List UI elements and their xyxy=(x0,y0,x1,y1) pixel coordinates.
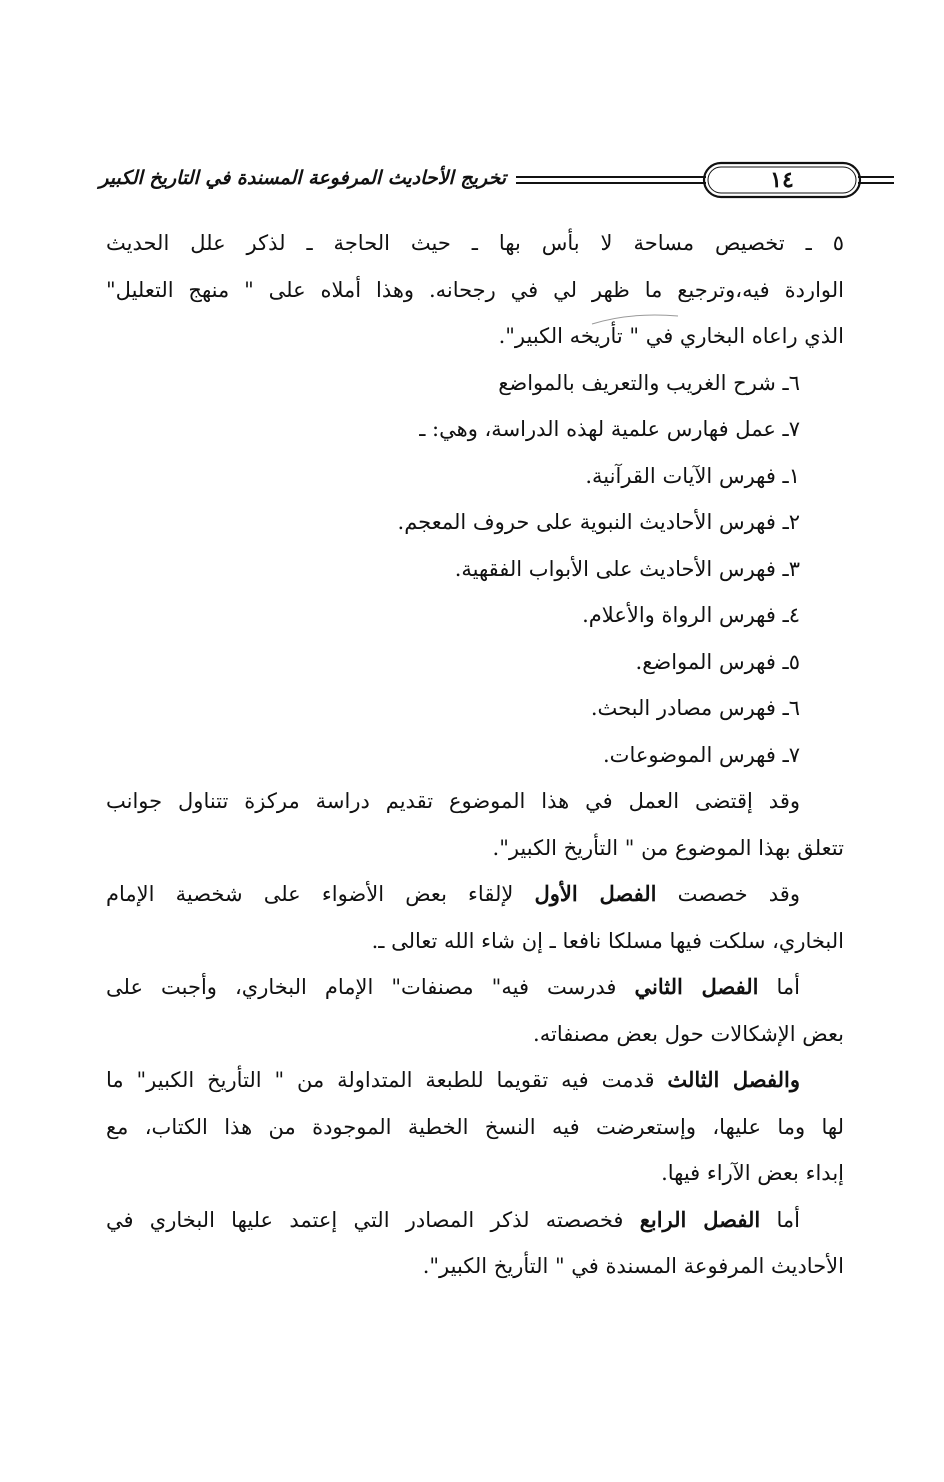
text-span: فخصصته لذكر المصادر التي إعتمد عليها البخاري في xyxy=(106,1207,640,1232)
body-text xyxy=(106,220,844,1290)
index-list-item: ٤ـ فهرس الرواة والأعلام. xyxy=(582,603,800,627)
page-number: ١٤ xyxy=(770,167,794,193)
index-list-item: ٧ـ فهرس الموضوعات. xyxy=(603,742,800,767)
text-line: تتعلق بهذا الموضوع من " التأريخ الكبير". xyxy=(492,835,844,860)
text-line: الأحاديث المرفوعة المسندة في " التأريخ الكبير". xyxy=(422,1254,844,1278)
running-title: تخريج الأحاديث المرفوعة المسندة في التاريخ الكبير xyxy=(99,167,506,189)
text-line: الذي راعاه البخاري في " تأريخه الكبير". xyxy=(498,324,844,348)
page-header xyxy=(99,155,844,205)
text-line: ٦ـ شرح الغريب والتعريف بالمواضع xyxy=(498,370,800,395)
index-list-item: ٦ـ فهرس مصادر البحث. xyxy=(590,696,800,720)
chapter-two-line xyxy=(106,964,844,1011)
index-list-item: ٢ـ فهرس الأحاديث النبوية على حروف المعجم. xyxy=(397,510,800,534)
chapter-one-line xyxy=(106,871,844,918)
text-line: الواردة فيه،وترجيع ما ظهر لي في رجحانه. وهذا أملاه على " منهج التعليل" xyxy=(106,277,844,302)
header-divider xyxy=(516,155,686,209)
chapter-four-title: الفصل الرابع xyxy=(639,1206,761,1232)
text-span: فدرست فيه" مصنفات" الإمام البخاري، وأجبت على xyxy=(106,975,635,999)
text-span: أما xyxy=(758,975,800,999)
index-list-item: ١ـ فهرس الآيات القرآنية. xyxy=(585,463,800,488)
index-list-item: ٥ـ فهرس المواضع. xyxy=(635,649,800,674)
text-line: البخاري، سلكت فيها مسلكا نافعا ـ إن شاء الله تعالى ـ. xyxy=(371,928,844,953)
text-span: لإلقاء بعض الأضواء على شخصية الإمام xyxy=(106,882,535,906)
index-list-item: ٣ـ فهرس الأحاديث على الأبواب الفقهية. xyxy=(454,556,800,581)
text-line: إبداء بعض الآراء فيها. xyxy=(661,1161,844,1185)
page-number-badge xyxy=(670,160,894,200)
text-line: ٧ـ عمل فهارس علمية لهذه الدراسة، وهي: ـ xyxy=(419,417,800,441)
chapter-one-title: الفصل الأول xyxy=(534,881,657,906)
text-line: ٥ ـ تخصيص مساحة لا بأس بها ـ حيث الحاجة ـ لذكر علل الحديث xyxy=(106,231,844,255)
text-line: لها وما عليها، وإستعرضت فيه النسخ الخطية الموجودة من هذا الكتاب، مع xyxy=(106,1114,844,1139)
chapter-two-title: الفصل الثاني xyxy=(634,974,759,999)
chapter-three-title: والفصل الثالث xyxy=(667,1067,800,1092)
chapter-four-line xyxy=(106,1197,844,1244)
chapter-three-line xyxy=(106,1057,844,1104)
text-line: بعض الإشكالات حول بعض مصنفاته. xyxy=(533,1021,844,1046)
text-span: وقد خصصت xyxy=(656,882,800,906)
text-line: وقد إقتضى العمل في هذا الموضوع تقديم دراسة مركزة تتناول جوانب xyxy=(106,789,800,813)
text-span: أما xyxy=(760,1207,800,1232)
text-span: قدمت فيه تقويما للطبعة المتداولة من " التأريخ الكبير" ما xyxy=(106,1068,668,1092)
